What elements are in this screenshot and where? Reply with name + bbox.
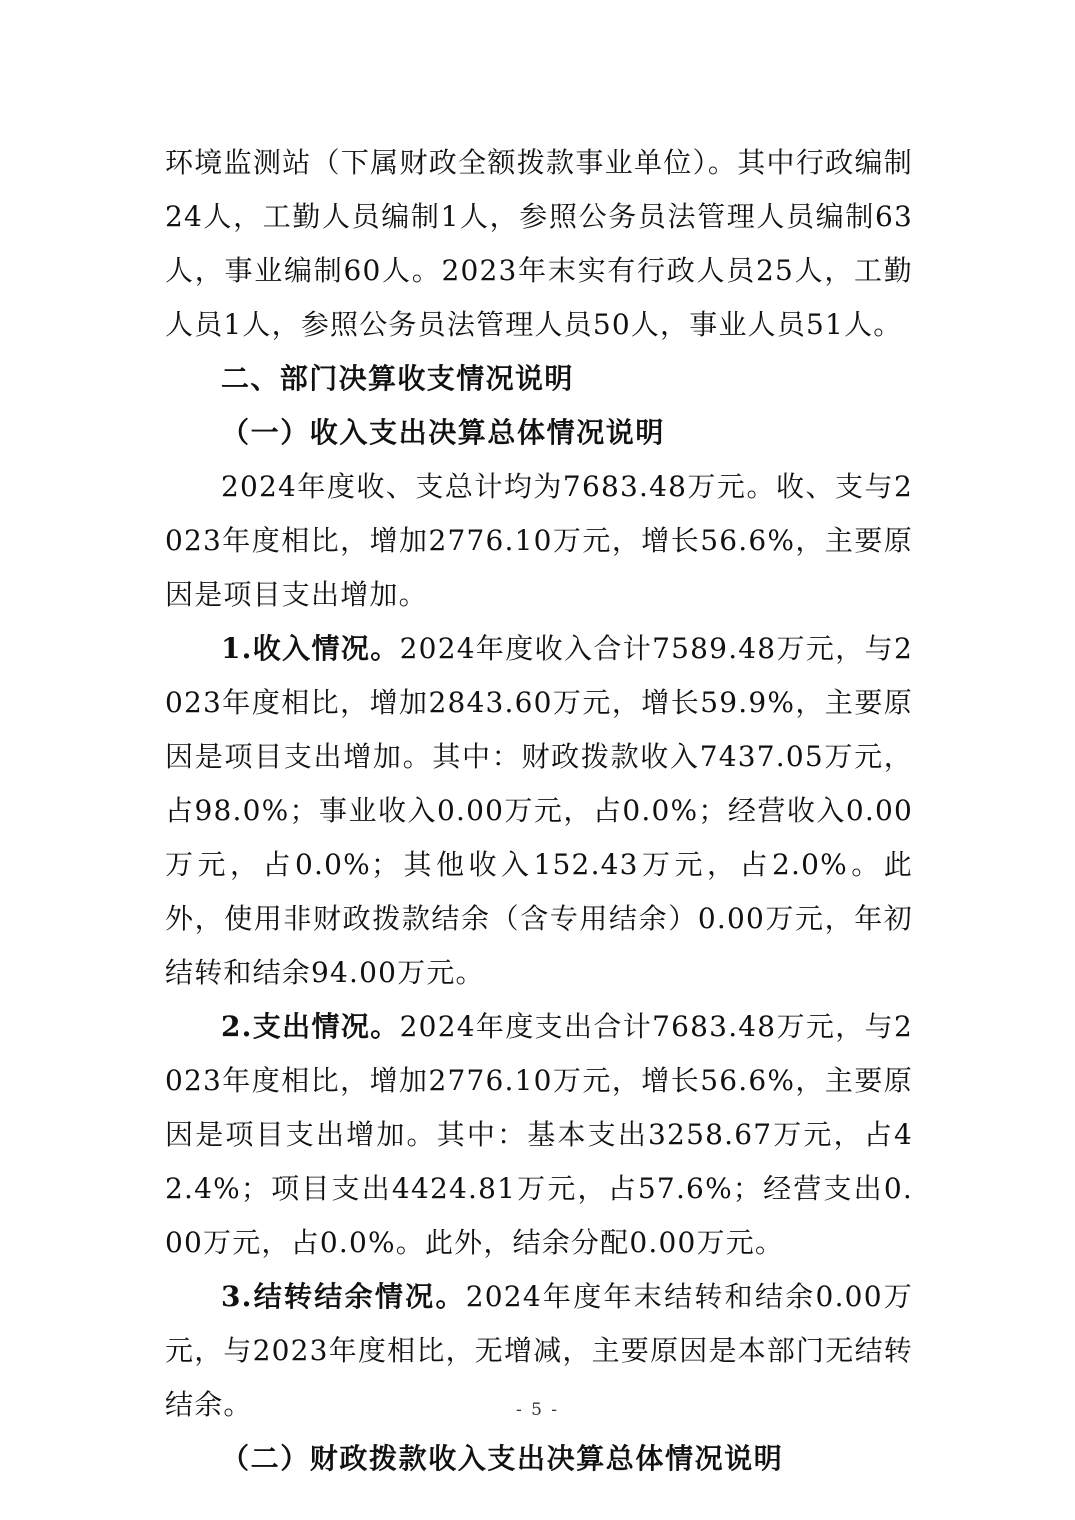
document-body (165, 136, 913, 1486)
carryover-body: 2024年度年末结转和结余0.00万元，与2023年度相比，无增减，主要原因是本部门无结转结余。 (165, 1280, 913, 1421)
income-lead: 1.收入情况。 (221, 632, 400, 665)
expense-lead: 2.支出情况。 (221, 1010, 400, 1043)
carryover-lead: 3.结转结余情况。 (221, 1280, 466, 1313)
total-paragraph: 2024年度收、支总计均为7683.48万元。收、支与2023年度相比，增加2776.10万元，增长56.6%，主要原因是项目支出增加。 (165, 470, 913, 611)
section-heading-budget: 二、部门决算收支情况说明 (221, 362, 574, 395)
income-paragraph (165, 622, 913, 1000)
page-number: - 5 - (515, 1400, 560, 1420)
expense-body: 2024年度支出合计7683.48万元，与2023年度相比，增加2776.10万元，增长56.6%，主要原因是项目支出增加。其中：基本支出3258.67万元，占42.4%；项目支出4424.81万元，占57.6%；经营支出0.00万元，占0.0%。此外，结余分配0.00万元。 (165, 1010, 913, 1259)
subsection-heading-overall: （一）收入支出决算总体情况说明 (221, 416, 666, 449)
income-body: 2024年度收入合计7589.48万元，与2023年度相比，增加2843.60万元，增长59.9%，主要原因是项目支出增加。其中：财政拨款收入7437.05万元，占98.0%；事业收入0.00万元，占0.0%；经营收入0.00万元，占0.0%；其他收入152.43万元，占2.0%。此外，使用非财政拨款结余（含专用结余）0.00万元，年初结转和结余94.00万元。 (165, 632, 913, 989)
subsection-heading-fiscal: （二）财政拨款收入支出决算总体情况说明 (221, 1442, 784, 1475)
intro-paragraph: 环境监测站（下属财政全额拨款事业单位）。其中行政编制24人，工勤人员编制1人，参照公务员法管理人员编制63人，事业编制60人。2023年末实有行政人员25人，工勤人员1人，参照公务员法管理人员50人，事业人员51人。 (165, 146, 913, 341)
expense-paragraph (165, 1000, 913, 1270)
